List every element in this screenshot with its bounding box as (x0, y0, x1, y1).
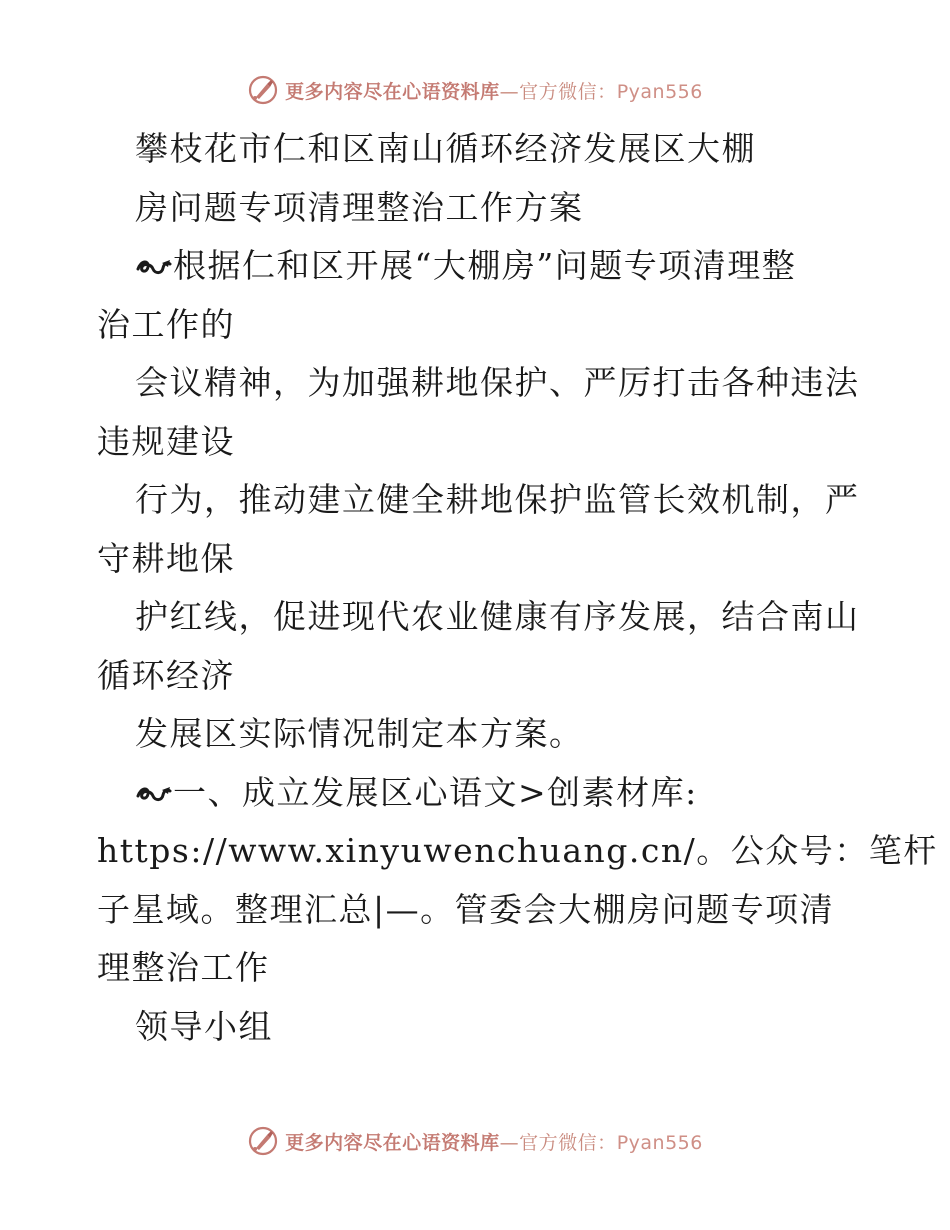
title-line-1: 攀枝花市仁和区南山循环经济发展区大棚 (135, 129, 756, 168)
paragraph-line: 理整治工作 (97, 948, 270, 987)
paragraph-line: 治工作的 (97, 304, 235, 344)
flourish-bullet-icon (135, 782, 173, 806)
watermark-footer (0, 1121, 950, 1161)
paragraph-line: 守耕地保 (97, 538, 235, 578)
url-line: https://www.xinyuwenchuang.cn/。公众号：笔杆 (97, 831, 938, 870)
pen-logo-icon (247, 1125, 279, 1157)
section-heading-line: 一、成立发展区心语文>创素材库: (97, 764, 857, 823)
flourish-bullet-icon (135, 255, 173, 279)
watermark-text: 更多内容尽在心语资料库—官方微信：Pyan556 (285, 1131, 703, 1154)
watermark-header (0, 70, 950, 110)
paragraph-line: 子星域。整理汇总|—。管委会大棚房问题专项清 (97, 889, 835, 929)
paragraph-line: 行为，推动建立健全耕地保护监管长效机制，严 (135, 480, 860, 519)
paragraph-line: 领导小组 (135, 1006, 273, 1046)
pen-logo-icon (247, 74, 279, 106)
paragraph-line: 根据仁和区开展“大棚房”问题专项清理整 (97, 237, 857, 296)
paragraph-line: 会议精神，为加强耕地保护、严厉打击各种违法 (135, 363, 860, 402)
paragraph-line: 违规建设 (97, 421, 235, 461)
paragraph-line: 护红线，促进现代农业健康有序发展，结合南山 (135, 597, 860, 636)
document-body (97, 120, 938, 1056)
watermark-text: 更多内容尽在心语资料库—官方微信：Pyan556 (285, 80, 703, 103)
title-line-2: 房问题专项清理整治工作方案 (135, 187, 584, 227)
paragraph-line: 发展区实际情况制定本方案。 (135, 714, 584, 753)
paragraph-line: 循环经济 (97, 655, 235, 695)
